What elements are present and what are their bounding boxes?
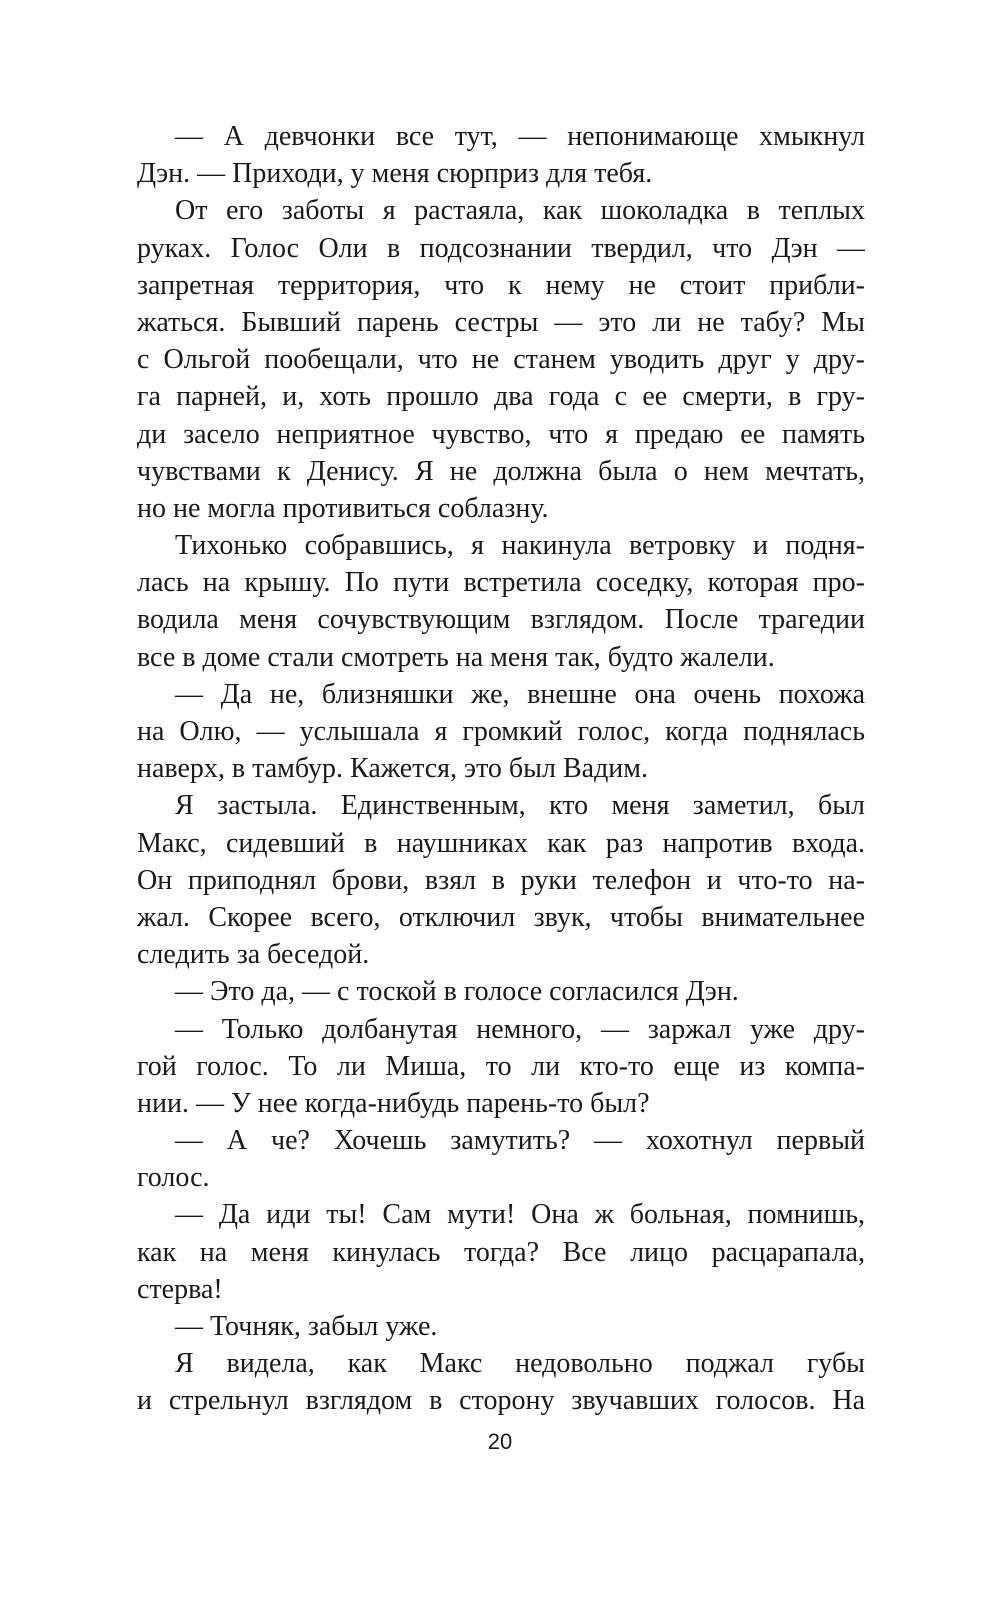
text-line: с Ольгой пообещали, что не станем уводить друг у дру- — [137, 344, 865, 376]
text-line: Тихонько собравшись, я накинула ветровку и подня- — [175, 530, 865, 562]
text-line: Он приподнял брови, взял в руки телефон и что-то на- — [137, 864, 865, 896]
text-line: — Это да, — с тоской в голосе согласился Дэн. — [175, 976, 739, 1008]
page-number: 20 — [487, 1429, 513, 1454]
text-line: гой голос. То ли Миша, то ли кто-то еще из компа- — [137, 1050, 865, 1082]
text-line: наверх, в тамбур. Кажется, это был Вадим. — [137, 753, 649, 785]
text-line: — Да иди ты! Сам мути! Она ж больная, помнишь, — [175, 1199, 865, 1231]
text-line: Я видела, как Макс недовольно поджал губы — [175, 1348, 865, 1380]
text-line: Макс, сидевший в наушниках как раз напротив входа. — [137, 827, 865, 859]
text-line: — Только долбанутая немного, — заржал уже дру- — [175, 1013, 865, 1045]
text-line: жаться. Бывший парень сестры — это ли не табу? Мы — [137, 306, 865, 338]
text-line: запретная территория, что к нему не стоит прибли- — [137, 269, 865, 301]
text-line: — А че? Хочешь замутить? — хохотнул первый — [175, 1125, 865, 1157]
text-line: все в доме стали смотреть на меня так, будто жалели. — [137, 641, 775, 673]
text-line: — А девчонки все тут, — непонимающе хмыкнул — [175, 121, 865, 152]
text-line: га парней, и, хоть прошло два года с ее смерти, в гру- — [137, 381, 865, 413]
text-line: на Олю, — услышала я громкий голос, когда поднялась — [137, 716, 865, 747]
text-line: Дэн. — Приходи, у меня сюрприз для тебя. — [137, 158, 653, 190]
text-line: и стрельнул взглядом в сторону звучавших голосов. На — [137, 1385, 865, 1417]
text-line: но не могла противиться соблазну. — [137, 492, 549, 524]
text-line: как на меня кинулась тогда? Все лицо расцарапала, — [137, 1236, 865, 1268]
text-line: жал. Скорее всего, отключил звук, чтобы внимательнее — [137, 901, 865, 933]
text-line: чувствами к Денису. Я не должна была о нем мечтать, — [137, 455, 865, 487]
text-line: — Да не, близняшки же, внешне она очень похожа — [175, 678, 865, 710]
text-line: — Точняк, забыл уже. — [175, 1311, 438, 1342]
text-line: следить за беседой. — [137, 939, 370, 971]
text-line: От его заботы я растаяла, как шоколадка в теплых — [175, 195, 865, 227]
text-line: ди засело неприятное чувство, что я предаю ее память — [137, 418, 865, 450]
text-line: стерва! — [137, 1273, 223, 1305]
text-line: руках. Голос Оли в подсознании твердил, что Дэн — — [137, 232, 865, 264]
text-line: Я застыла. Единственным, кто меня заметил, был — [175, 790, 865, 822]
body-text — [137, 118, 865, 1420]
text-line: лась на крышу. По пути встретила соседку, которая про- — [137, 567, 865, 599]
text-line: голос. — [137, 1162, 210, 1194]
text-line: водила меня сочувствующим взглядом. После трагедии — [137, 604, 865, 636]
text-line: нии. — У нее когда-нибудь парень-то был? — [137, 1087, 650, 1119]
